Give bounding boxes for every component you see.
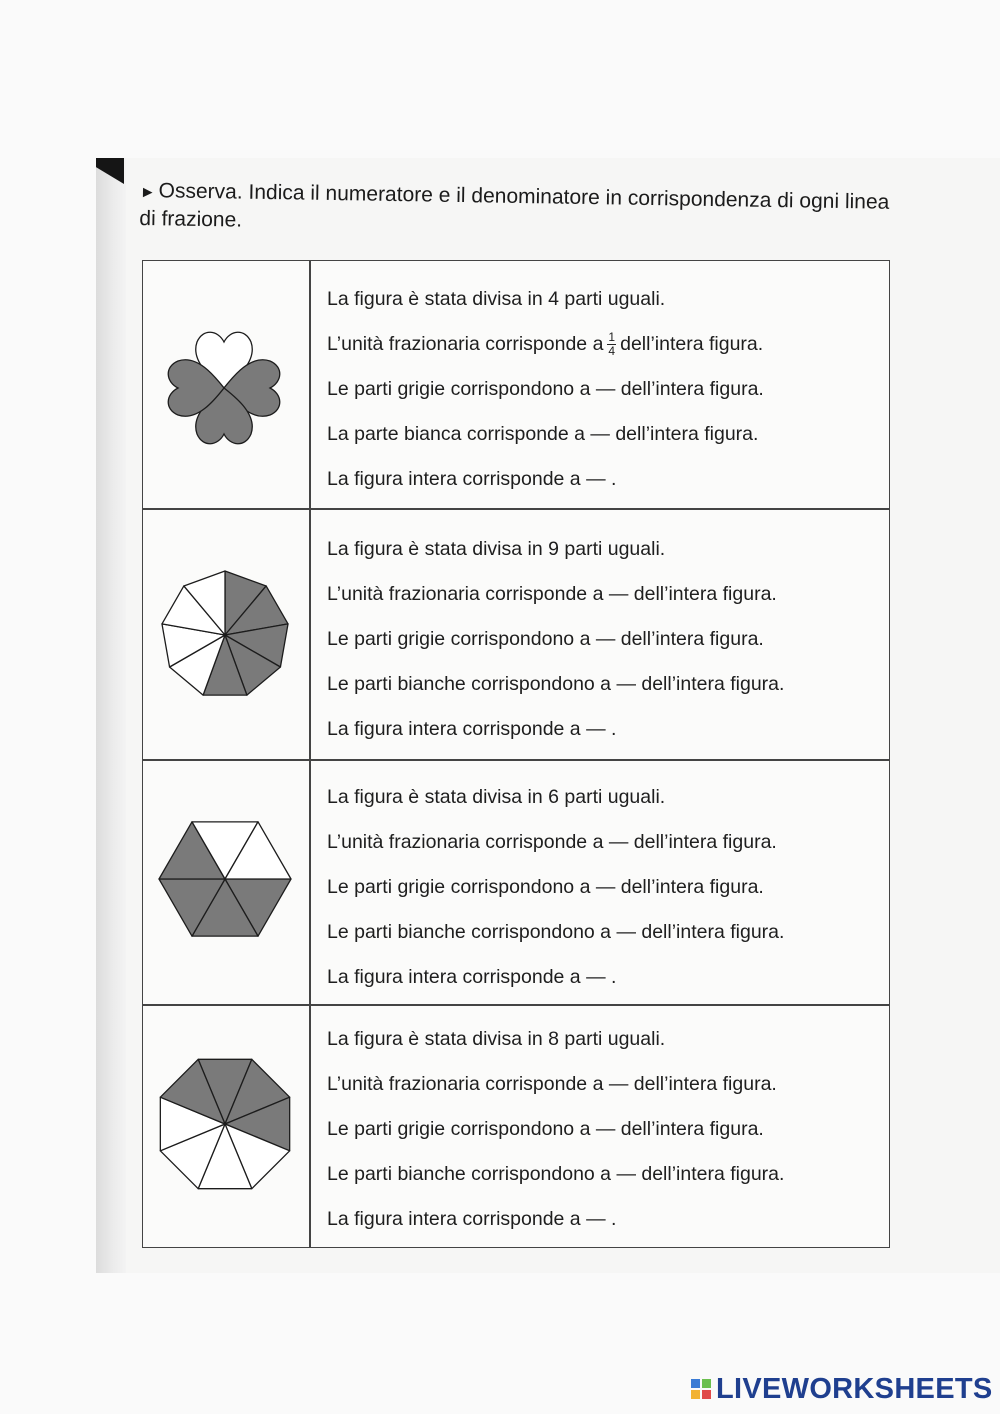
- nonagon-figure: [157, 567, 293, 703]
- row-4-line-2: L’unità frazionaria corrisponde a — dell’intera figura.: [327, 1073, 777, 1095]
- octagon-figure: [157, 1051, 293, 1197]
- exercise-table: [142, 260, 890, 1248]
- row-1-line-3: Le parti grigie corrispondono a — dell’intera figura.: [327, 378, 764, 400]
- row-1-line-2-suffix: dell’intera figura.: [620, 333, 764, 355]
- row-1-line-2-text: L’unità frazionaria corrisponde a: [327, 333, 604, 355]
- row-3-text: [327, 775, 887, 1000]
- row-2-line-2: L’unità frazionaria corrisponde a — dell’intera figura.: [327, 583, 777, 605]
- row-4-line-4: Le parti bianche corrispondono a — dell’intera figura.: [327, 1163, 785, 1185]
- row-2-line-4: Le parti bianche corrispondono a — dell’intera figura.: [327, 673, 785, 695]
- row-4-text: [327, 1017, 887, 1242]
- book-spine-shadow: [96, 158, 126, 1273]
- row-3-line-4: Le parti bianche corrispondono a — dell’intera figura.: [327, 921, 785, 943]
- arrow-icon: ►: [139, 183, 156, 202]
- row-divider: [143, 1004, 889, 1006]
- row-2-line-5: La figura intera corrisponde a — .: [327, 718, 617, 740]
- row-4-line-1: La figura è stata divisa in 8 parti uguali.: [327, 1028, 666, 1050]
- clover-figure: [161, 323, 287, 453]
- row-1-line-4: La parte bianca corrisponde a — dell’intera figura.: [327, 423, 759, 445]
- fraction-one-quarter: [607, 331, 616, 358]
- row-4-line-3: Le parti grigie corrispondono a — dell’intera figura.: [327, 1118, 764, 1140]
- row-divider: [143, 508, 889, 510]
- fraction-denominator: 4: [608, 344, 616, 359]
- column-divider: [309, 261, 311, 1247]
- row-2-text: [327, 527, 887, 752]
- row-2-line-3: Le parti grigie corrispondono a — dell’intera figura.: [327, 628, 764, 650]
- row-3-line-1: La figura è stata divisa in 6 parti uguali.: [327, 786, 666, 808]
- hexagon-figure: [157, 817, 293, 941]
- liveworksheets-logo-icon: [690, 1377, 712, 1401]
- row-1-line-1: La figura è stata divisa in 4 parti uguali.: [327, 288, 666, 310]
- clover-leaves: [168, 332, 280, 444]
- row-1-text: [327, 277, 887, 502]
- instruction-text: Osserva. Indica il numeratore e il denominatore in corrispondenza di ogni linea di frazione.: [139, 179, 890, 232]
- fraction-numerator: 1: [608, 330, 616, 345]
- row-4-line-5: La figura intera corrisponde a — .: [327, 1208, 617, 1230]
- row-3-line-3: Le parti grigie corrispondono a — dell’intera figura.: [327, 876, 764, 898]
- row-3-line-5: La figura intera corrisponde a — .: [327, 966, 617, 988]
- row-2-line-1: La figura è stata divisa in 9 parti uguali.: [327, 538, 666, 560]
- liveworksheets-brand: LIVEWORKSHEETS: [716, 1373, 993, 1405]
- row-3-line-2: L’unità frazionaria corrisponde a — dell’intera figura.: [327, 831, 777, 853]
- row-1-line-2: [327, 322, 887, 367]
- row-divider: [143, 759, 889, 761]
- row-1-line-5: La figura intera corrisponde a — .: [327, 468, 617, 490]
